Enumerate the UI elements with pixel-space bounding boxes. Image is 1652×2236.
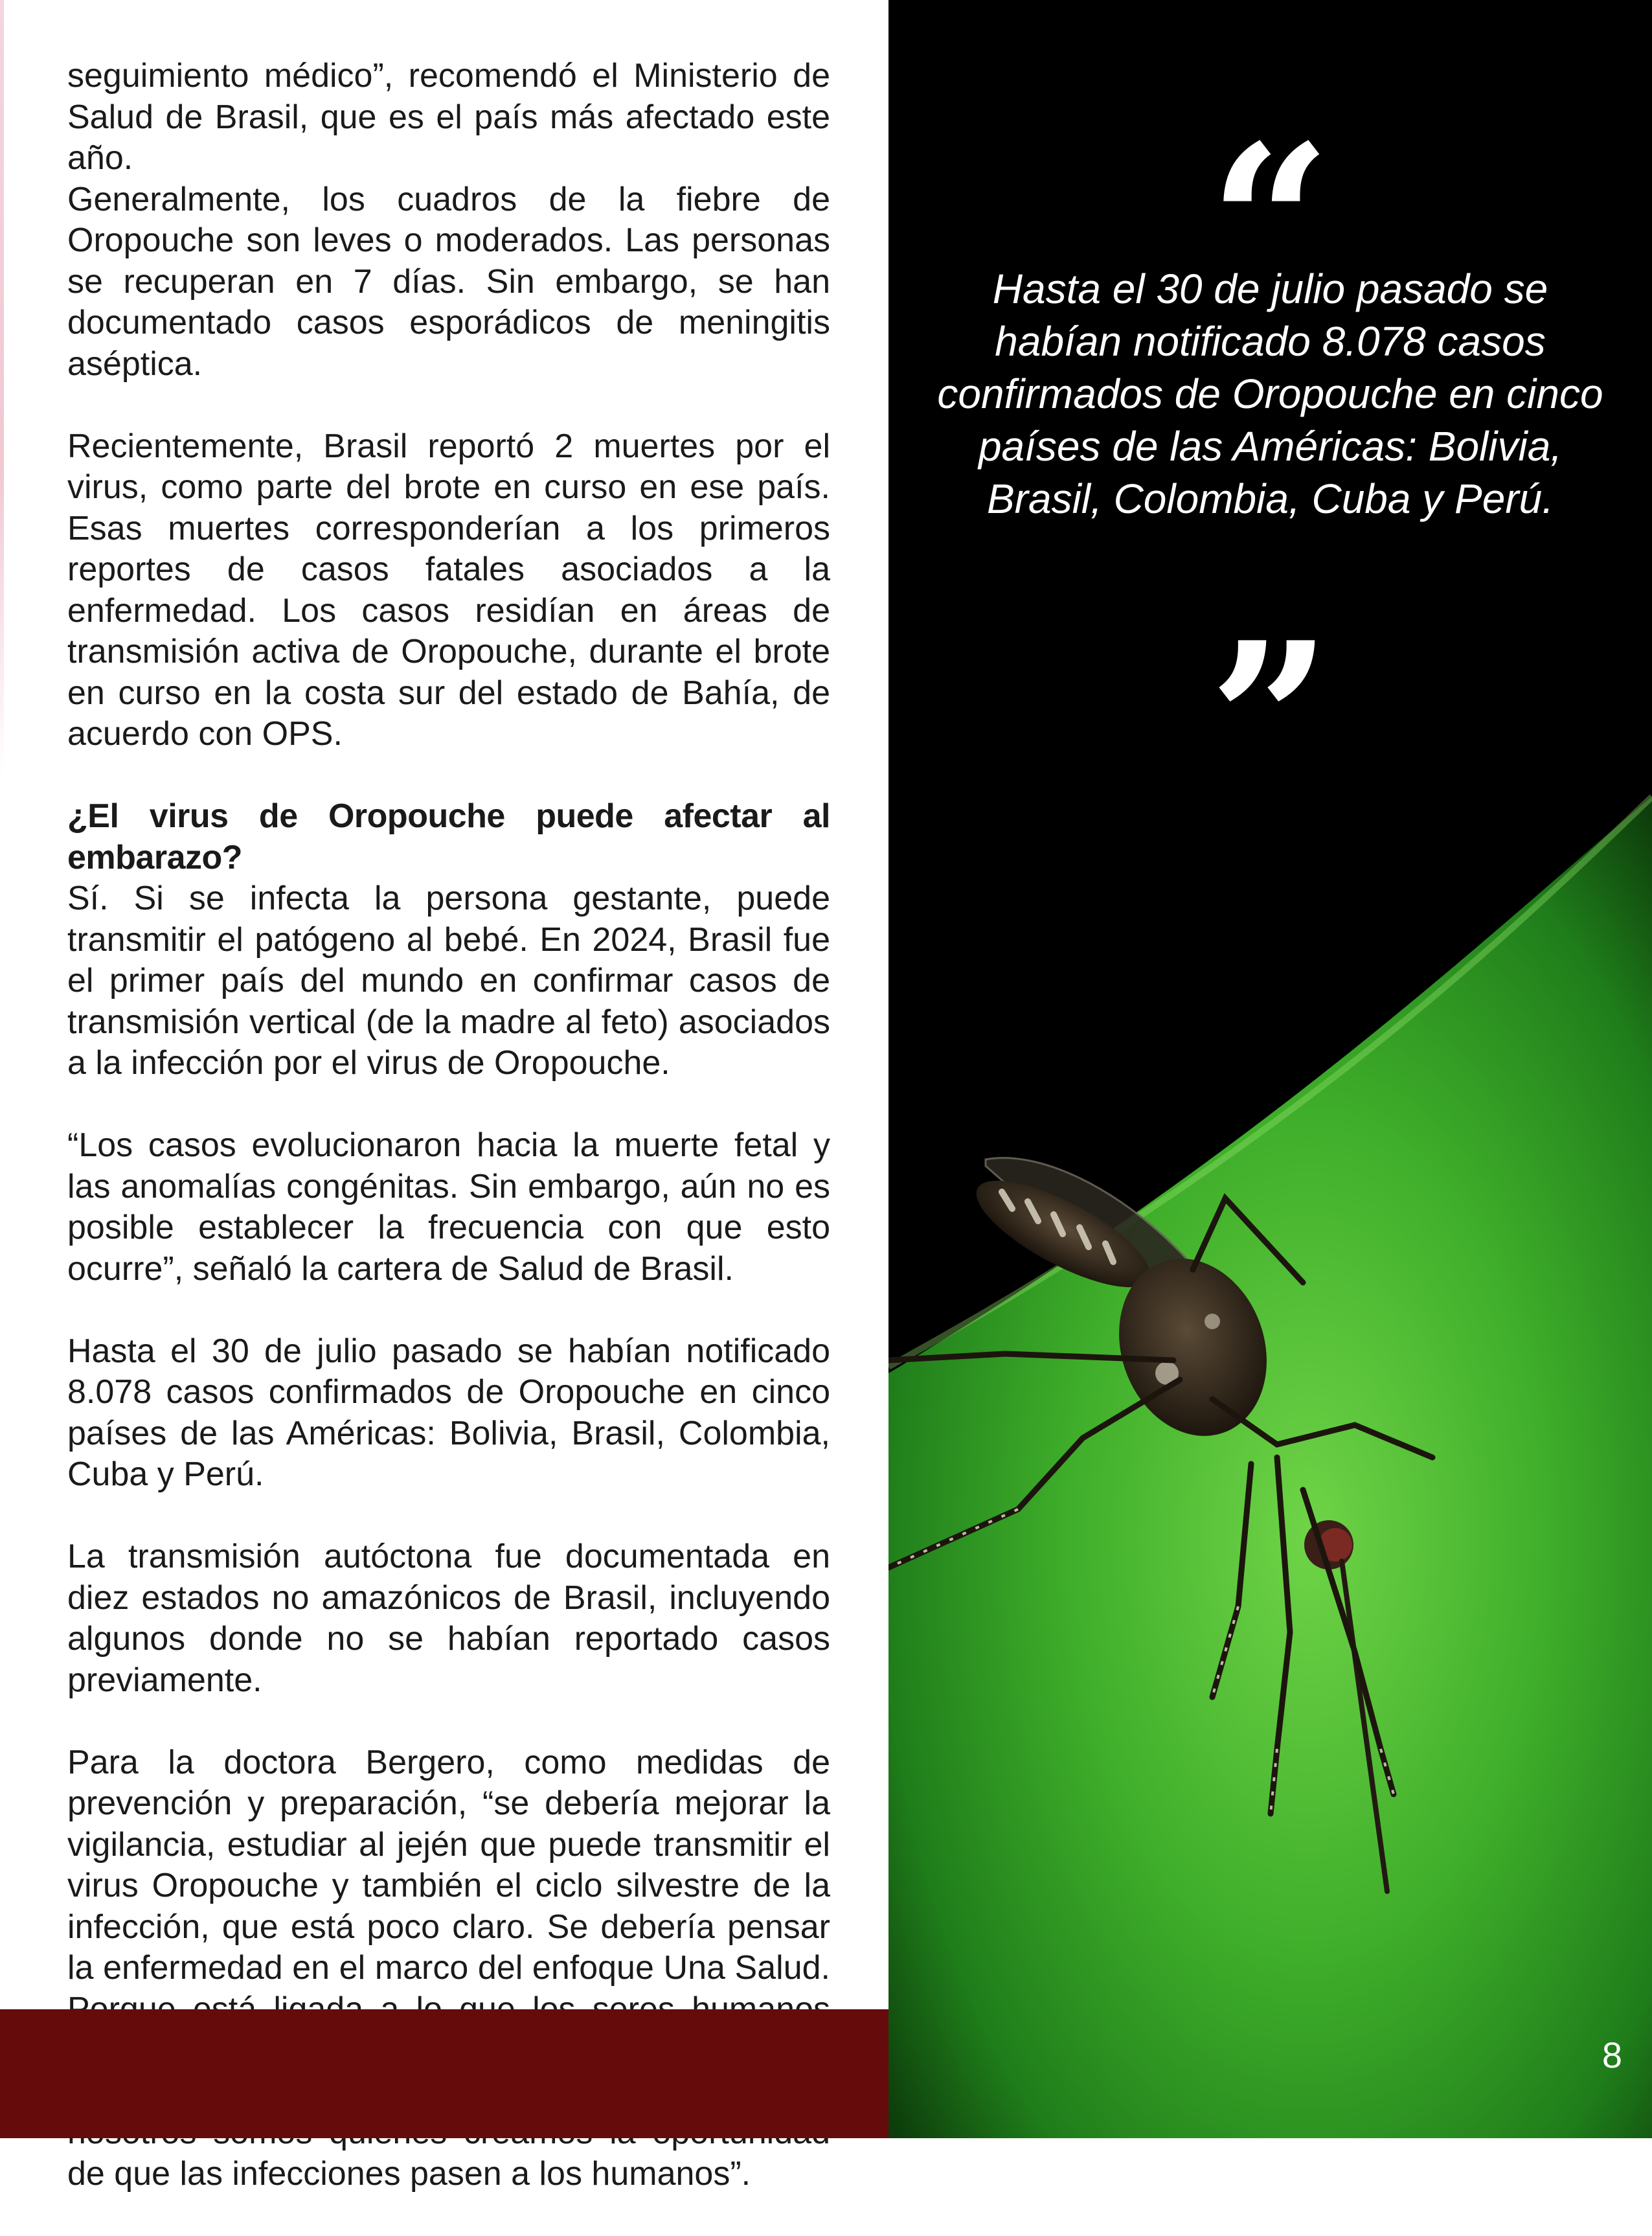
article-paragraph bbox=[67, 1125, 830, 1290]
footer-bar bbox=[0, 2009, 888, 2138]
page-number: 8 bbox=[1601, 2035, 1622, 2075]
paragraph-text: La transmisión autóctona fue documentada en diez estados no amazónicos de Brasil, incluyendo algunos donde no se habían reportado casos previamente. bbox=[67, 1538, 830, 1699]
left-edge-accent bbox=[0, 0, 4, 777]
paragraph-text: seguimiento médico”, recomendó el Ministerio de Salud de Brasil, que es el país más afectado este año. bbox=[67, 57, 830, 177]
paragraph-text: Recientemente, Brasil reportó 2 muertes por el virus, como parte del brote en curso en ese país. Esas muertes corresponderían a los primeros reportes de casos fatales asociados a la enfermedad. Los casos residían en áreas de transmisión activa de Oropouche, durante el brote en curso en la costa sur del estado de Bahía, de acuerdo con OPS. bbox=[67, 427, 830, 753]
article-paragraph bbox=[67, 878, 830, 1084]
section-question-heading: ¿El virus de Oropouche puede afectar al embarazo? bbox=[67, 797, 830, 876]
article-paragraph bbox=[67, 426, 830, 755]
article-paragraph bbox=[67, 56, 830, 179]
close-quote-mark: ” bbox=[1208, 595, 1332, 847]
article-body bbox=[67, 56, 830, 2236]
mosquito-photo-panel bbox=[888, 0, 1652, 2138]
article-paragraph bbox=[67, 1536, 830, 1701]
pull-quote-text: Hasta el 30 de julio pasado se habían notificado 8.078 casos confirmados de Oropouche en cinco países de las Américas: Bolivia, Brasil, Colombia, Cuba y Perú. bbox=[937, 266, 1603, 522]
article-paragraph bbox=[67, 179, 830, 385]
paragraph-text: Hasta el 30 de julio pasado se habían notificado 8.078 casos confirmados de Oropouche en cinco países de las Américas: Bolivia, Brasil, Colombia, Cuba y Perú. bbox=[67, 1332, 830, 1493]
paragraph-text: “Los casos evolucionaron hacia la muerte fetal y las anomalías congénitas. Sin embargo, aún no es posible establecer la frecuencia con que esto ocurre”, señaló la cartera de Salud de Brasil. bbox=[67, 1126, 830, 1288]
open-quote-mark: “ bbox=[1208, 98, 1332, 349]
paragraph-text: Sí. Si se infecta la persona gestante, puede transmitir el patógeno al bebé. En 2024, Brasil fue el primer país del mundo en confirmar casos de transmisión vertical (de la madre al feto) asociados a la infección por el virus de Oropouche. bbox=[67, 880, 830, 1082]
paragraph-text: Generalmente, los cuadros de la fiebre de Oropouche son leves o moderados. Las personas se recuperan en 7 días. Sin embargo, se han documentado casos esporádicos de meningitis aséptica. bbox=[67, 180, 830, 383]
paragraph-text: Para la doctora Bergero, como medidas de prevención y preparación, “se debería mejorar la vigilancia, estudiar al jején que puede transmitir el virus Oropouche y también el ciclo silvestre de la infección, que está poco claro. Se debería pensar la enfermedad en el marco del enfoque Una Salud. de que las infecciones pasen a los humanos”. bbox=[67, 1743, 830, 2193]
article-paragraph bbox=[67, 1331, 830, 1496]
